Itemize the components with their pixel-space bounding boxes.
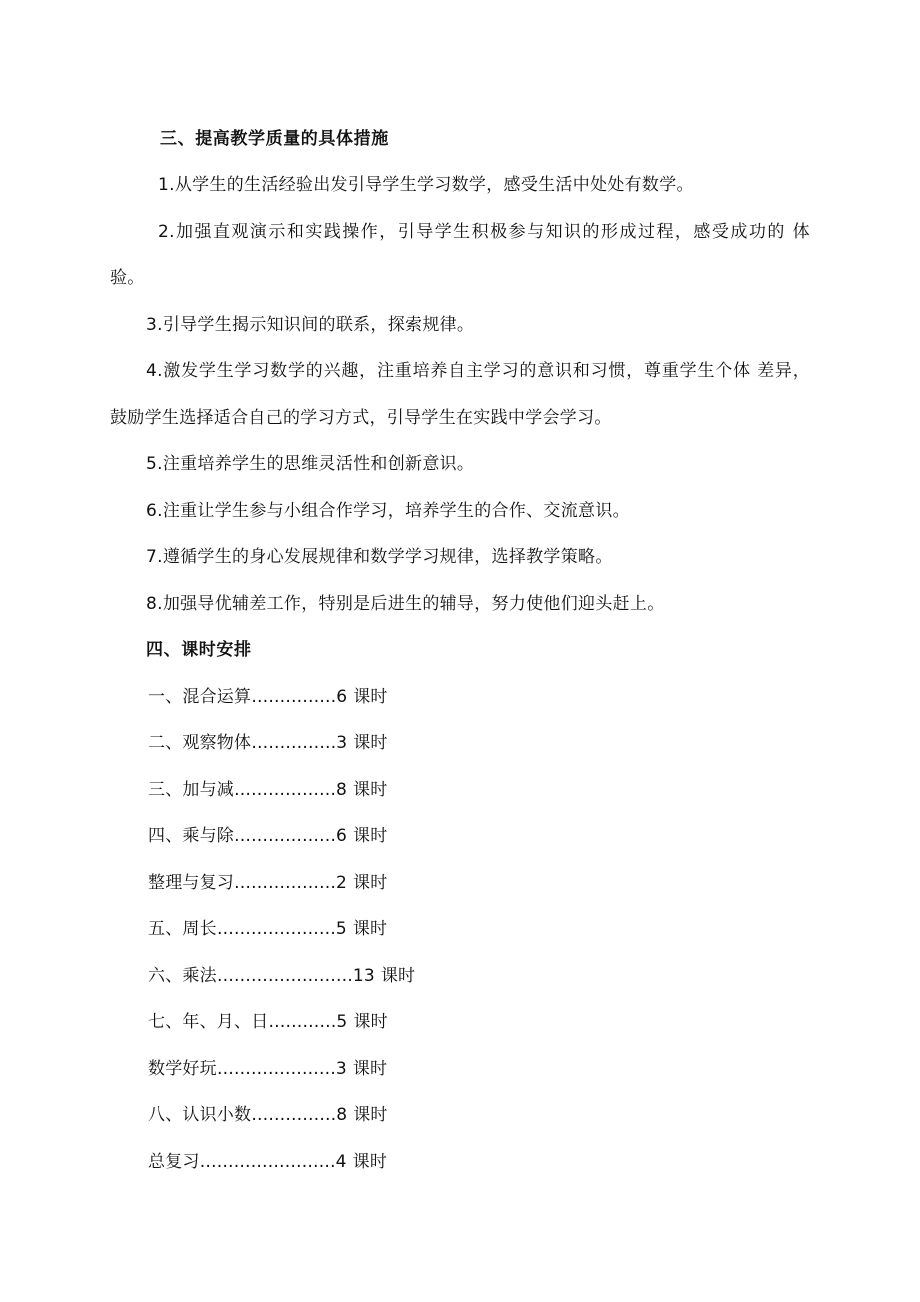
schedule-hours-unit: 课时 bbox=[353, 687, 388, 707]
measure-item-4-line-2: 鼓励学生选择适合自己的学习方式，引导学生在实践中学会学习。 bbox=[110, 408, 612, 428]
schedule-hours: 4 bbox=[335, 1152, 347, 1172]
schedule-row bbox=[148, 732, 388, 754]
schedule-hours: 5 bbox=[336, 1012, 348, 1032]
schedule-unit-name: 二、观察物体 bbox=[148, 733, 252, 753]
schedule-unit-name: 五、周长 bbox=[148, 919, 217, 939]
schedule-leader-dots: ……………… bbox=[234, 873, 336, 893]
measure-item-7: 7.遵循学生的身心发展规律和数学学习规律，选择教学策略。 bbox=[146, 547, 613, 567]
schedule-leader-dots: ……………… bbox=[234, 826, 336, 846]
schedule-unit-name: 数学好玩 bbox=[148, 1059, 217, 1079]
schedule-hours-unit: 课时 bbox=[352, 919, 388, 939]
schedule-hours-unit: 课时 bbox=[352, 1059, 388, 1079]
schedule-row bbox=[148, 779, 387, 801]
schedule-unit-name: 一、混合运算 bbox=[148, 687, 252, 707]
schedule-hours: 3 bbox=[335, 1059, 347, 1079]
schedule-hours: 5 bbox=[335, 919, 347, 939]
schedule-unit-name: 六、乘法 bbox=[148, 966, 217, 986]
schedule-row bbox=[148, 918, 387, 940]
schedule-unit-name: 整理与复习 bbox=[148, 873, 234, 893]
schedule-hours: 8 bbox=[336, 780, 348, 800]
schedule-row bbox=[148, 1058, 387, 1080]
schedule-hours-unit: 课时 bbox=[353, 733, 388, 753]
schedule-leader-dots: …………… bbox=[251, 1105, 337, 1125]
measure-item-4-line-1: 4.激发学生学习数学的兴趣，注重培养自主学习的意识和习惯，尊重学生个体 差异， bbox=[146, 361, 810, 381]
schedule-hours-unit: 课时 bbox=[353, 873, 388, 893]
measure-item-6: 6.注重让学生参与小组合作学习，培养学生的合作、交流意识。 bbox=[146, 501, 630, 521]
measure-item-2-line-1: 2.加强直观演示和实践操作，引导学生积极参与知识的形成过程，感受成功的 体 bbox=[158, 222, 810, 242]
schedule-unit-name: 三、加与减 bbox=[148, 780, 234, 800]
schedule-leader-dots: …………………… bbox=[199, 1152, 336, 1172]
schedule-leader-dots: ………………… bbox=[216, 1059, 336, 1079]
schedule-row bbox=[148, 686, 388, 708]
measure-item-1: 1.从学生的生活经验出发引导学生学习数学，感受生活中处处有数学。 bbox=[158, 175, 694, 195]
schedule-leader-dots: …………… bbox=[251, 687, 337, 707]
schedule-leader-dots: ……………… bbox=[234, 780, 336, 800]
schedule-hours-unit: 课时 bbox=[353, 826, 388, 846]
schedule-leader-dots: ………… bbox=[268, 1012, 337, 1032]
schedule-row bbox=[148, 1011, 388, 1033]
schedule-unit-name: 四、乘与除 bbox=[148, 826, 234, 846]
section-3-heading: 三、提高教学质量的具体措施 bbox=[160, 129, 389, 149]
schedule-unit-name: 七、年、月、日 bbox=[148, 1012, 269, 1032]
schedule-hours: 3 bbox=[336, 733, 348, 753]
schedule-hours-unit: 课时 bbox=[352, 1152, 388, 1172]
schedule-leader-dots: …………… bbox=[251, 733, 337, 753]
schedule-hours-unit: 课时 bbox=[353, 780, 388, 800]
measure-item-5: 5.注重培养学生的思维灵活性和创新意识。 bbox=[146, 454, 475, 474]
section-4-heading: 四、课时安排 bbox=[146, 640, 252, 660]
schedule-leader-dots: …………………… bbox=[216, 966, 353, 986]
schedule-row bbox=[148, 825, 387, 847]
schedule-unit-name: 总复习 bbox=[148, 1152, 200, 1172]
schedule-unit-name: 八、认识小数 bbox=[148, 1105, 252, 1125]
schedule-hours: 6 bbox=[336, 826, 348, 846]
schedule-hours: 8 bbox=[336, 1105, 348, 1125]
measure-item-8: 8.加强导优辅差工作，特别是后进生的辅导，努力使他们迎头赶上。 bbox=[146, 594, 665, 614]
schedule-hours: 13 bbox=[352, 966, 375, 986]
measure-item-3: 3.引导学生揭示知识间的联系，探索规律。 bbox=[146, 315, 475, 335]
schedule-hours-unit: 课时 bbox=[380, 966, 416, 986]
schedule-leader-dots: ………………… bbox=[216, 919, 336, 939]
schedule-hours: 2 bbox=[336, 873, 348, 893]
schedule-row bbox=[148, 965, 415, 987]
schedule-hours-unit: 课时 bbox=[353, 1105, 388, 1125]
schedule-hours-unit: 课时 bbox=[353, 1012, 388, 1032]
schedule-row bbox=[148, 1151, 387, 1173]
schedule-row bbox=[148, 1104, 388, 1126]
schedule-row bbox=[148, 872, 387, 894]
schedule-hours: 6 bbox=[336, 687, 348, 707]
measure-item-2-line-2: 验。 bbox=[110, 268, 145, 288]
